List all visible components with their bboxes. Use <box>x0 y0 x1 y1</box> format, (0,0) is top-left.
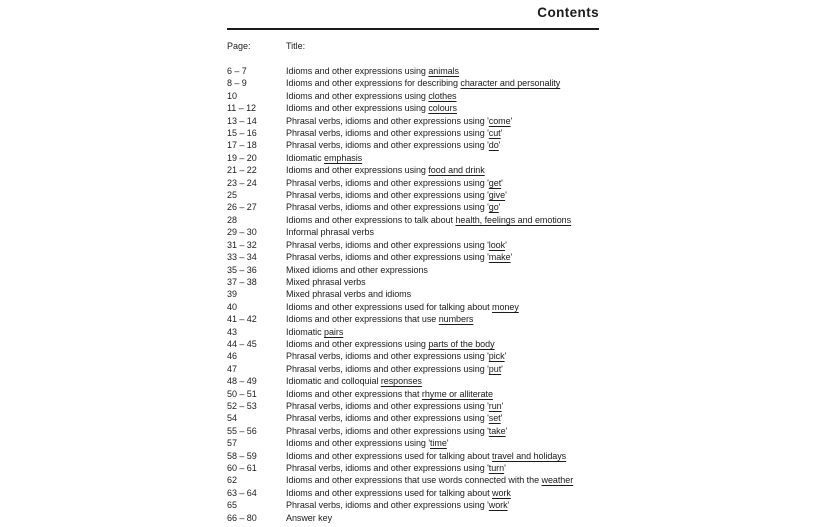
toc-row-title <box>286 152 362 164</box>
toc-row-title <box>286 139 500 151</box>
toc-topic-text: ' <box>505 190 507 201</box>
toc-topic-text: Phrasal verbs, idioms and other expressions using ' <box>286 190 489 201</box>
toc-row-pages: 50 – 51 <box>227 388 257 399</box>
toc-row <box>227 189 599 201</box>
toc-row-title <box>286 65 459 77</box>
toc-row <box>227 77 599 89</box>
toc-topic-underlined: parts of the body <box>428 338 495 349</box>
toc-topic-underlined: weather <box>541 475 574 486</box>
toc-topic-underlined: come <box>488 115 511 126</box>
toc-topic-underlined: cut <box>488 128 501 139</box>
toc-topic-underlined: pick <box>488 351 505 362</box>
toc-row-pages: 6 – 7 <box>227 66 247 76</box>
toc-row-title <box>286 276 366 288</box>
toc-row-title <box>286 115 512 127</box>
toc-row <box>227 375 599 387</box>
toc-row-title <box>286 487 511 499</box>
toc-topic-text: Phrasal verbs, idioms and other expressions using ' <box>286 128 489 139</box>
toc-topic-text: Mixed phrasal verbs and idioms <box>286 289 412 300</box>
toc-topic-underlined: numbers <box>438 314 474 325</box>
toc-topic-text: Idioms and other expressions used for talking about <box>286 487 493 498</box>
toc-row-title <box>286 102 457 114</box>
toc-row-pages: 46 <box>227 351 237 362</box>
toc-topic-underlined: get <box>488 177 502 188</box>
toc-row-pages: 65 <box>227 500 237 511</box>
toc-topic-text: ' <box>501 363 503 374</box>
toc-row-pages: 54 <box>227 413 237 424</box>
toc-row-title <box>286 127 502 139</box>
toc-topic-text: Phrasal verbs, idioms and other expressions using ' <box>286 177 489 188</box>
toc-topic-text: ' <box>501 177 503 188</box>
toc-topic-text: Phrasal verbs, idioms and other expressions using ' <box>286 115 489 126</box>
toc-topic-text: Phrasal verbs, idioms and other expressions using ' <box>286 425 489 436</box>
toc-row <box>227 487 599 499</box>
toc-row <box>227 363 599 375</box>
toc-topic-text: Idiomatic <box>286 152 325 163</box>
toc-topic-text: Idioms and other expressions for describing <box>286 78 461 89</box>
toc-row-title <box>286 164 485 176</box>
toc-row-pages: 47 <box>227 363 237 374</box>
toc-row-pages: 25 <box>227 190 237 201</box>
toc-topic-text: Informal phrasal verbs <box>286 227 374 238</box>
toc-topic-underlined: health, feelings and emotions <box>455 214 572 225</box>
toc-topic-underlined: look <box>488 239 506 250</box>
toc-row-title <box>286 288 411 300</box>
header-rule <box>227 28 599 30</box>
column-headers <box>227 40 599 52</box>
toc-topic-text: Answer key <box>286 512 333 523</box>
toc-row <box>227 437 599 449</box>
toc-row-pages: 58 – 59 <box>227 450 257 461</box>
toc-row-title <box>286 189 507 201</box>
toc-topic-underlined: make <box>488 252 511 263</box>
toc-topic-text: Idioms and other expressions that <box>286 388 422 399</box>
toc-row <box>227 388 599 400</box>
toc-topic-underlined: put <box>488 363 502 374</box>
toc-row-title <box>286 326 343 338</box>
contents-page <box>227 0 599 524</box>
toc-row <box>227 326 599 338</box>
toc-row-pages: 41 – 42 <box>227 314 257 325</box>
toc-row-pages: 23 – 24 <box>227 177 257 188</box>
toc-topic-text: ' <box>500 413 503 424</box>
toc-row <box>227 115 599 127</box>
toc-row <box>227 65 599 77</box>
toc-row-pages: 63 – 64 <box>227 487 257 498</box>
toc-topic-underlined: turn <box>488 463 505 473</box>
toc-topic-text: Idiomatic and colloquial <box>286 376 381 387</box>
toc-row-pages: 31 – 32 <box>227 239 257 250</box>
toc-topic-text: ' <box>498 140 501 151</box>
toc-topic-text: ' <box>446 438 449 449</box>
toc-row <box>227 400 599 412</box>
toc-topic-text: Idioms and other expressions that use <box>286 314 439 325</box>
toc-topic-text: Idioms and other expressions using <box>286 90 429 101</box>
toc-row <box>227 313 599 325</box>
toc-row <box>227 201 599 213</box>
toc-row-title <box>286 388 493 400</box>
toc-row-pages: 44 – 45 <box>227 338 257 349</box>
toc-topic-underlined: travel and holidays <box>492 450 567 461</box>
toc-topic-text: ' <box>500 128 503 139</box>
toc-topic-text: Idiomatic <box>286 326 325 337</box>
toc-row <box>227 425 599 437</box>
toc-topic-underlined: character and personality <box>460 78 561 89</box>
toc-row-title <box>286 77 560 89</box>
toc-row-pages: 57 <box>227 438 237 449</box>
toc-topic-underlined: work <box>492 487 511 498</box>
toc-row-title <box>286 350 506 362</box>
toc-topic-underlined: time <box>430 438 447 449</box>
toc-row <box>227 462 599 474</box>
toc-row <box>227 214 599 226</box>
toc-row-pages: 11 – 12 <box>227 103 257 114</box>
toc-row-title <box>286 512 332 524</box>
toc-topic-underlined: work <box>488 500 508 511</box>
toc-topic-text: ' <box>498 202 501 213</box>
toc-row <box>227 499 599 511</box>
toc-row-title <box>286 313 473 325</box>
toc-row <box>227 288 599 300</box>
toc-topic-underlined: responses <box>380 376 422 387</box>
toc-row-title <box>286 214 571 226</box>
title-column-header: Title: <box>286 41 306 51</box>
toc-topic-underlined: emphasis <box>324 152 363 163</box>
toc-row-pages: 39 <box>227 289 237 300</box>
toc-row <box>227 139 599 151</box>
toc-row-pages: 62 <box>227 475 237 486</box>
toc-row <box>227 301 599 313</box>
toc-topic-text: Idioms and other expressions that use words connected with the <box>286 475 542 486</box>
toc-row-title <box>286 301 519 313</box>
toc-row-title <box>286 450 566 462</box>
toc-row-title <box>286 425 507 437</box>
toc-row-title <box>286 474 573 486</box>
toc-row-title <box>286 338 495 350</box>
toc-row-pages: 21 – 22 <box>227 165 257 176</box>
toc-topic-text: Phrasal verbs, idioms and other expressions using ' <box>286 351 489 362</box>
toc-row-pages: 66 – 80 <box>227 512 257 523</box>
toc-topic-text: ' <box>510 252 513 263</box>
toc-row <box>227 164 599 176</box>
toc-row-pages: 15 – 16 <box>227 128 257 139</box>
toc-topic-text: Idioms and other expressions using <box>286 103 429 114</box>
toc-row-title <box>286 177 503 189</box>
toc-topic-text: ' <box>505 425 508 436</box>
toc-topic-underlined: clothes <box>428 90 457 101</box>
toc-topic-underlined: rhyme or alliterate <box>421 388 493 399</box>
toc-row-title <box>286 90 457 102</box>
toc-row <box>227 350 599 362</box>
toc-row <box>227 412 599 424</box>
toc-row-title <box>286 375 422 387</box>
toc-topic-text: Idioms and other expressions used for talking about <box>286 301 493 312</box>
toc-topic-text: Phrasal verbs, idioms and other expressions using ' <box>286 400 489 411</box>
toc-topic-text: Idioms and other expressions using ' <box>286 438 430 449</box>
toc-row-pages: 8 – 9 <box>227 78 247 89</box>
toc-row <box>227 512 599 524</box>
toc-topic-underlined: take <box>488 425 506 436</box>
toc-topic-text: Mixed phrasal verbs <box>286 276 366 287</box>
toc-row <box>227 338 599 350</box>
toc-row-title <box>286 226 374 238</box>
toc-row-title <box>286 462 506 474</box>
toc-row-pages: 37 – 38 <box>227 276 257 287</box>
toc-row <box>227 177 599 189</box>
toc-topic-text: ' <box>501 400 504 411</box>
toc-row-pages: 55 – 56 <box>227 425 257 436</box>
toc-row-title <box>286 201 500 213</box>
toc-row <box>227 474 599 486</box>
toc-row <box>227 251 599 263</box>
toc-row <box>227 102 599 114</box>
toc-row-pages: 17 – 18 <box>227 140 257 151</box>
toc-row-pages: 40 <box>227 301 237 312</box>
toc-row-pages: 13 – 14 <box>227 115 257 126</box>
toc-row <box>227 276 599 288</box>
toc-row-title <box>286 400 503 412</box>
toc-row-pages: 26 – 27 <box>227 202 257 213</box>
toc-row <box>227 152 599 164</box>
toc-topic-underlined: set <box>488 413 501 424</box>
contents-list <box>227 65 599 524</box>
toc-topic-text: ' <box>504 463 506 473</box>
toc-row-pages: 19 – 20 <box>227 152 257 163</box>
toc-topic-text: Idioms and other expressions used for talking about <box>286 450 493 461</box>
toc-topic-text: Phrasal verbs, idioms and other expressions using ' <box>286 202 489 213</box>
toc-row-title <box>286 239 507 251</box>
toc-topic-underlined: give <box>488 190 506 201</box>
toc-topic-text: Phrasal verbs, idioms and other expressions using ' <box>286 252 489 263</box>
toc-row-title <box>286 437 448 449</box>
toc-row-pages: 52 – 53 <box>227 400 257 411</box>
toc-topic-text: Idioms and other expressions using <box>286 66 429 76</box>
toc-topic-text: Phrasal verbs, idioms and other expressions using ' <box>286 463 489 473</box>
toc-row-pages: 43 <box>227 326 237 337</box>
toc-row-pages: 35 – 36 <box>227 264 257 275</box>
page-title: Contents <box>537 5 599 20</box>
toc-row <box>227 127 599 139</box>
toc-row-title <box>286 251 512 263</box>
toc-row-pages: 10 <box>227 90 237 101</box>
toc-topic-text: Idioms and other expressions using <box>286 338 429 349</box>
page-column-header: Page: <box>227 41 251 51</box>
toc-topic-underlined: pairs <box>324 326 344 337</box>
toc-topic-underlined: food and drink <box>428 165 485 176</box>
toc-topic-text: ' <box>504 351 507 362</box>
toc-row <box>227 239 599 251</box>
toc-row-pages: 29 – 30 <box>227 227 257 238</box>
toc-topic-text: ' <box>507 500 510 511</box>
toc-row-pages: 48 – 49 <box>227 376 257 387</box>
toc-topic-underlined: animals <box>428 66 460 76</box>
toc-topic-text: Phrasal verbs, idioms and other expressions using ' <box>286 363 489 374</box>
toc-row-title <box>286 264 428 276</box>
toc-row-title <box>286 363 503 375</box>
toc-topic-underlined: do <box>488 140 499 151</box>
toc-topic-underlined: go <box>488 202 499 213</box>
toc-topic-text: ' <box>505 239 507 250</box>
toc-topic-text: Phrasal verbs, idioms and other expressions using ' <box>286 140 489 151</box>
toc-topic-text: Phrasal verbs, idioms and other expressions using ' <box>286 500 489 511</box>
toc-topic-text: ' <box>510 115 513 126</box>
toc-topic-text: Idioms and other expressions using <box>286 165 429 176</box>
toc-topic-text: Idioms and other expressions to talk about <box>286 214 456 225</box>
toc-topic-underlined: money <box>492 301 519 312</box>
toc-row-title <box>286 412 502 424</box>
toc-row <box>227 226 599 238</box>
toc-row <box>227 450 599 462</box>
toc-topic-text: Mixed idioms and other expressions <box>286 264 428 275</box>
toc-row <box>227 90 599 102</box>
toc-topic-text: Phrasal verbs, idioms and other expressions using ' <box>286 239 489 250</box>
toc-row-title <box>286 499 509 511</box>
toc-topic-text: Phrasal verbs, idioms and other expressions using ' <box>286 413 489 424</box>
toc-row-pages: 28 <box>227 214 237 225</box>
toc-row <box>227 264 599 276</box>
toc-topic-underlined: run <box>488 400 502 411</box>
toc-topic-underlined: colours <box>428 103 458 114</box>
toc-row-pages: 33 – 34 <box>227 252 257 263</box>
toc-row-pages: 60 – 61 <box>227 463 257 473</box>
